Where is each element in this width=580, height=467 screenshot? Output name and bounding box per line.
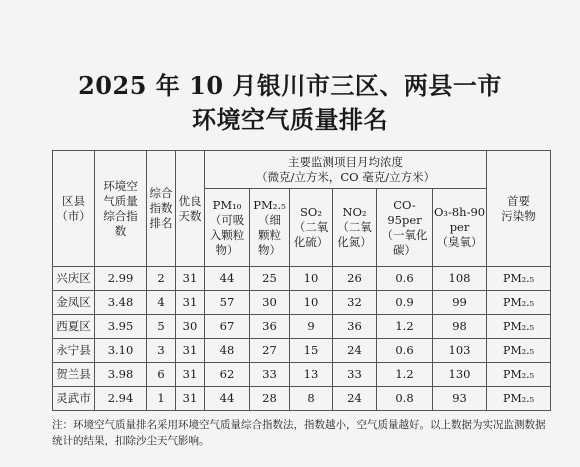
cell-so2: 10	[290, 267, 333, 291]
header-rank: 综合 指数 排名	[147, 151, 176, 267]
cell-no2: 24	[333, 387, 377, 411]
cell-primary-pollutant: PM₂.₅	[487, 315, 551, 339]
cell-index: 3.98	[95, 363, 147, 387]
cell-o3: 103	[433, 339, 487, 363]
table-row	[53, 363, 551, 387]
header-primary-pollutant: 首要 污染物	[487, 151, 551, 267]
cell-o3: 130	[433, 363, 487, 387]
cell-index: 3.48	[95, 291, 147, 315]
header-co: CO-95per （一氧化 碳）	[377, 189, 433, 267]
cell-so2: 15	[290, 339, 333, 363]
cell-co: 0.8	[377, 387, 433, 411]
cell-pm10: 57	[205, 291, 250, 315]
cell-pm10: 44	[205, 387, 250, 411]
cell-no2: 24	[333, 339, 377, 363]
cell-co: 0.9	[377, 291, 433, 315]
cell-good-days: 31	[176, 339, 205, 363]
cell-good-days: 31	[176, 387, 205, 411]
cell-no2: 33	[333, 363, 377, 387]
cell-district: 灵武市	[53, 387, 95, 411]
cell-pm25: 27	[250, 339, 290, 363]
cell-index: 3.95	[95, 315, 147, 339]
cell-rank: 5	[147, 315, 176, 339]
cell-pm10: 48	[205, 339, 250, 363]
cell-district: 金凤区	[53, 291, 95, 315]
cell-index: 3.10	[95, 339, 147, 363]
header-pollutant-group: 主要监测项目月均浓度 （微克/立方米，CO 毫克/立方米）	[205, 151, 487, 189]
cell-pm25: 25	[250, 267, 290, 291]
document-subtitle: 环境空气质量排名	[192, 105, 388, 134]
cell-no2: 36	[333, 315, 377, 339]
document-title: 2025 年 10 月银川市三区、两县一市	[78, 71, 502, 100]
table-row	[53, 387, 551, 411]
cell-district: 贺兰县	[53, 363, 95, 387]
cell-district: 兴庆区	[53, 267, 95, 291]
cell-o3: 99	[433, 291, 487, 315]
cell-rank: 6	[147, 363, 176, 387]
cell-pm10: 44	[205, 267, 250, 291]
cell-good-days: 30	[176, 315, 205, 339]
cell-no2: 26	[333, 267, 377, 291]
cell-co: 1.2	[377, 363, 433, 387]
cell-o3: 98	[433, 315, 487, 339]
cell-primary-pollutant: PM₂.₅	[487, 339, 551, 363]
table-row	[53, 339, 551, 363]
cell-co: 0.6	[377, 267, 433, 291]
cell-good-days: 31	[176, 291, 205, 315]
cell-rank: 2	[147, 267, 176, 291]
cell-pm10: 67	[205, 315, 250, 339]
cell-o3: 93	[433, 387, 487, 411]
table-row	[53, 291, 551, 315]
cell-o3: 108	[433, 267, 487, 291]
cell-primary-pollutant: PM₂.₅	[487, 291, 551, 315]
header-pm10: PM₁₀ （可吸 入颗粒 物）	[205, 189, 250, 267]
table-row	[53, 315, 551, 339]
cell-rank: 1	[147, 387, 176, 411]
cell-so2: 13	[290, 363, 333, 387]
cell-good-days: 31	[176, 363, 205, 387]
cell-district: 永宁县	[53, 339, 95, 363]
cell-so2: 8	[290, 387, 333, 411]
cell-district: 西夏区	[53, 315, 95, 339]
cell-primary-pollutant: PM₂.₅	[487, 267, 551, 291]
cell-co: 1.2	[377, 315, 433, 339]
cell-index: 2.94	[95, 387, 147, 411]
cell-so2: 9	[290, 315, 333, 339]
table-row	[53, 267, 551, 291]
cell-pm10: 62	[205, 363, 250, 387]
cell-pm25: 33	[250, 363, 290, 387]
cell-pm25: 36	[250, 315, 290, 339]
header-good-days: 优良 天数	[176, 151, 205, 267]
header-pm25: PM₂.₅ （细 颗粒 物）	[250, 189, 290, 267]
header-district: 区县 （市）	[53, 151, 95, 267]
air-quality-table	[52, 150, 551, 411]
cell-co: 0.6	[377, 339, 433, 363]
cell-pm25: 30	[250, 291, 290, 315]
header-so2: SO₂ （二氧 化硫）	[290, 189, 333, 267]
cell-good-days: 31	[176, 267, 205, 291]
cell-primary-pollutant: PM₂.₅	[487, 387, 551, 411]
cell-pm25: 28	[250, 387, 290, 411]
cell-index: 2.99	[95, 267, 147, 291]
header-no2: NO₂ （二氧 化氮）	[333, 189, 377, 267]
cell-no2: 32	[333, 291, 377, 315]
footnote: 注：环境空气质量排名采用环境空气质量综合指数法，指数越小，空气质量越好。以上数据为实况监测数据统计的结果，扣除沙尘天气影响。	[52, 419, 546, 447]
cell-rank: 3	[147, 339, 176, 363]
cell-primary-pollutant: PM₂.₅	[487, 363, 551, 387]
cell-so2: 10	[290, 291, 333, 315]
header-o3: O₃-8h-90 per （臭氧）	[433, 189, 487, 267]
header-index: 环境空 气质量 综合指 数	[95, 151, 147, 267]
cell-rank: 4	[147, 291, 176, 315]
